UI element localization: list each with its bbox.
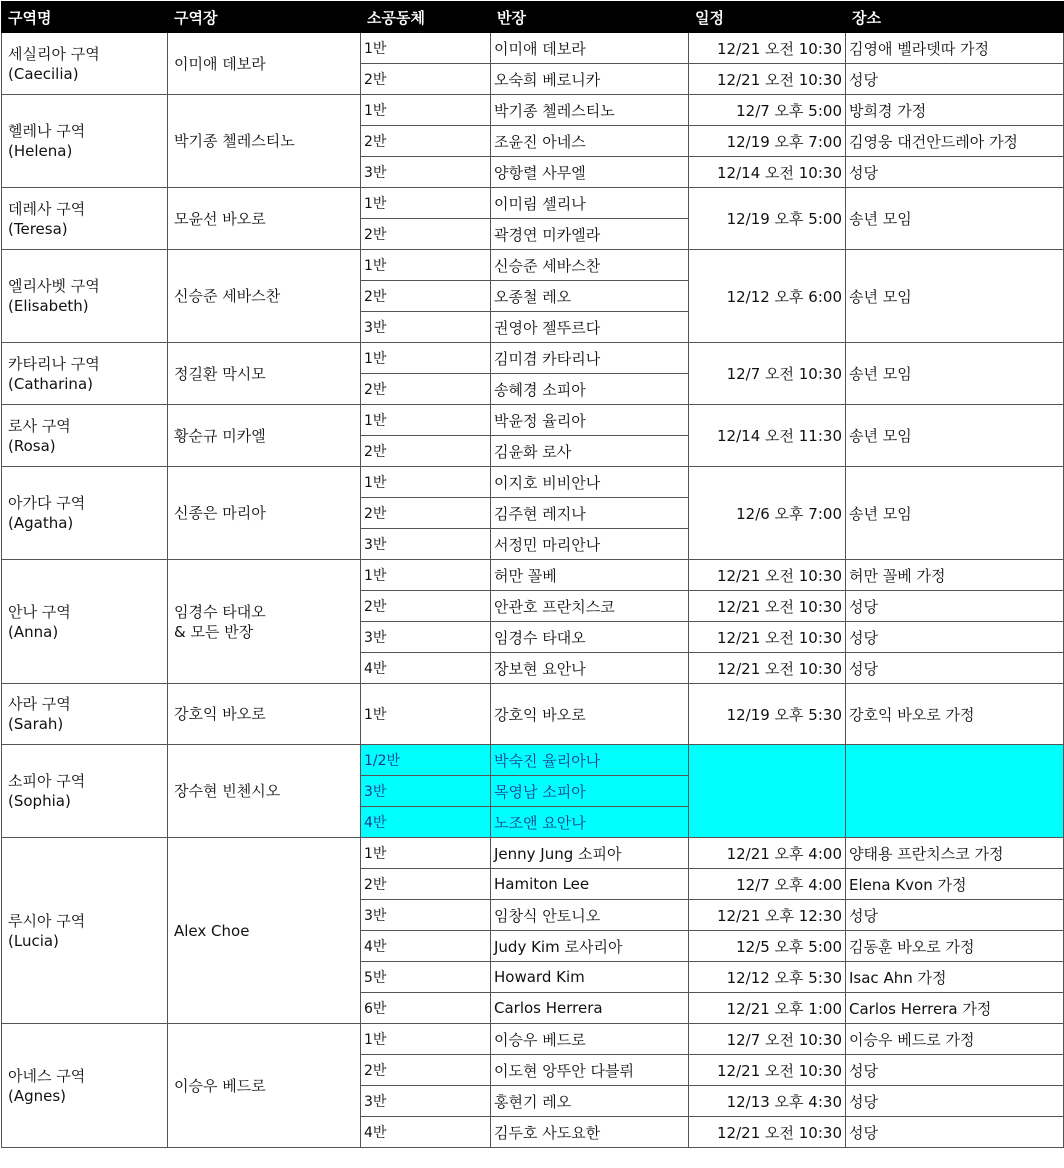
- district-leader-name: 임경수 타대오: [174, 602, 266, 621]
- group-leader: Howard Kim: [491, 962, 689, 993]
- place: 양태용 프란치스코 가정: [846, 838, 1064, 869]
- district-leader: [168, 188, 361, 250]
- schedule: 12/7 오전 10:30: [689, 343, 846, 405]
- district-korean-name: 아네스 구역: [8, 1066, 86, 1085]
- place: 허만 꼴베 가정: [846, 560, 1064, 591]
- schedule: 12/21 오전 10:30: [689, 64, 846, 95]
- group-leader: 이승우 베드로: [491, 1024, 689, 1055]
- schedule: 12/7 오전 10:30: [689, 1024, 846, 1055]
- district-korean-name: 안나 구역: [8, 602, 71, 621]
- group-leader: 권영아 젤뚜르다: [491, 312, 689, 343]
- group-leader: 양항렬 사무엘: [491, 157, 689, 188]
- table-row: [2, 405, 1064, 436]
- district-english-name: (Anna): [8, 622, 59, 641]
- district-korean-name: 카타리나 구역: [8, 354, 100, 373]
- header-group-leader: 반장: [491, 2, 689, 33]
- community-group: 4반: [361, 931, 491, 962]
- district-leader-name: 모윤선 바오로: [174, 209, 266, 228]
- table-row: [2, 33, 1064, 64]
- table-row: [2, 745, 1064, 776]
- community-group: 2반: [361, 219, 491, 250]
- district-english-name: (Caecilia): [8, 64, 79, 83]
- schedule: 12/21 오후 12:30: [689, 900, 846, 931]
- community-group: 1반: [361, 250, 491, 281]
- schedule: 12/19 오후 5:30: [689, 684, 846, 745]
- district-name: [2, 33, 168, 95]
- community-group: 2반: [361, 498, 491, 529]
- header-community: 소공동체: [361, 2, 491, 33]
- schedule: 12/21 오전 10:30: [689, 33, 846, 64]
- district-leader-name: Alex Choe: [174, 921, 250, 940]
- schedule: 12/12 오후 5:30: [689, 962, 846, 993]
- district-korean-name: 로사 구역: [8, 416, 71, 435]
- table-row: [2, 343, 1064, 374]
- place: 김영애 벨라뎃따 가정: [846, 33, 1064, 64]
- schedule: 12/21 오전 10:30: [689, 622, 846, 653]
- group-leader: 서정민 마리안나: [491, 529, 689, 560]
- group-leader: 박기종 첼레스티노: [491, 95, 689, 126]
- place: 김영웅 대건안드레아 가정: [846, 126, 1064, 157]
- community-group: 4반: [361, 1117, 491, 1148]
- district-english-name: (Catharina): [8, 374, 93, 393]
- place: 성당: [846, 1117, 1064, 1148]
- district-korean-name: 헬레나 구역: [8, 122, 86, 140]
- schedule: [689, 745, 846, 838]
- group-leader: 강호익 바오로: [491, 684, 689, 745]
- place: Isac Ahn 가정: [846, 962, 1064, 993]
- place: 방희경 가정: [846, 95, 1064, 126]
- group-leader: 오종철 레오: [491, 281, 689, 312]
- district-leader-name: 황순규 미카엘: [174, 426, 266, 445]
- table-row: [2, 188, 1064, 219]
- group-leader: 안관호 프란치스코: [491, 591, 689, 622]
- district-name: [2, 250, 168, 343]
- schedule: 12/21 오전 10:30: [689, 591, 846, 622]
- group-leader: 이미림 셀리나: [491, 188, 689, 219]
- district-name: [2, 684, 168, 745]
- table-row: [2, 684, 1064, 745]
- district-leader-name: 박기종 첼레스티노: [174, 132, 295, 150]
- district-leader-name: 신승준 세바스찬: [174, 287, 281, 305]
- community-group: 3반: [361, 157, 491, 188]
- district-name: [2, 343, 168, 405]
- group-leader: Jenny Jung 소피아: [491, 838, 689, 869]
- schedule: 12/21 오전 10:30: [689, 1117, 846, 1148]
- schedule: 12/21 오전 10:30: [689, 560, 846, 591]
- schedule: 12/19 오후 5:00: [689, 188, 846, 250]
- schedule: 12/14 오전 10:30: [689, 157, 846, 188]
- schedule: 12/7 오후 5:00: [689, 95, 846, 126]
- district-leader-name: 장수현 빈첸시오: [174, 782, 281, 800]
- schedule: 12/21 오후 1:00: [689, 993, 846, 1024]
- district-english-name: (Helena): [8, 142, 73, 160]
- header-district: 구역명: [2, 2, 168, 33]
- group-leader: 오숙희 베로니카: [491, 64, 689, 95]
- district-korean-name: 사라 구역: [8, 695, 71, 713]
- place: [846, 745, 1064, 838]
- place: 송년 모임: [846, 343, 1064, 405]
- group-leader: Hamiton Lee: [491, 869, 689, 900]
- place: 강호익 바오로 가정: [846, 684, 1064, 745]
- district-korean-name: 세실리아 구역: [8, 44, 100, 63]
- schedule: 12/21 오전 10:30: [689, 653, 846, 684]
- community-group: 2반: [361, 436, 491, 467]
- district-korean-name: 소피아 구역: [8, 772, 86, 790]
- community-group: 2반: [361, 1055, 491, 1086]
- district-english-name: (Teresa): [8, 219, 68, 238]
- district-korean-name: 엘리사벳 구역: [8, 277, 100, 295]
- schedule: 12/5 오후 5:00: [689, 931, 846, 962]
- district-leader: [168, 405, 361, 467]
- group-leader: 홍현기 레오: [491, 1086, 689, 1117]
- place: 성당: [846, 653, 1064, 684]
- district-leader-name: 신종은 마리아: [174, 504, 266, 522]
- district-leader-name: 정길환 막시모: [174, 364, 266, 383]
- place: Elena Kvon 가정: [846, 869, 1064, 900]
- schedule: 12/14 오전 11:30: [689, 405, 846, 467]
- community-group: 5반: [361, 962, 491, 993]
- community-group: 2반: [361, 126, 491, 157]
- district-leader: [168, 250, 361, 343]
- group-leader: 임창식 안토니오: [491, 900, 689, 931]
- district-korean-name: 아가다 구역: [8, 494, 86, 512]
- header-row: [2, 2, 1064, 33]
- table-row: [2, 250, 1064, 281]
- place: 성당: [846, 64, 1064, 95]
- schedule-table: [1, 1, 1064, 1148]
- community-group: 2반: [361, 374, 491, 405]
- district-leader: [168, 467, 361, 560]
- community-group: 1반: [361, 405, 491, 436]
- community-group: 1반: [361, 188, 491, 219]
- community-group: 4반: [361, 807, 491, 838]
- district-leader: [168, 1024, 361, 1148]
- place: 성당: [846, 900, 1064, 931]
- community-group: 2반: [361, 64, 491, 95]
- group-leader: 김미겸 카타리나: [491, 343, 689, 374]
- group-leader: 이미애 데보라: [491, 33, 689, 64]
- district-name: [2, 745, 168, 838]
- place: 성당: [846, 157, 1064, 188]
- group-leader: 노조앤 요안나: [491, 807, 689, 838]
- district-english-name: (Lucia): [8, 931, 59, 950]
- district-name: [2, 467, 168, 560]
- district-name: [2, 95, 168, 188]
- table-row: [2, 95, 1064, 126]
- group-leader: 조윤진 아네스: [491, 126, 689, 157]
- district-leader: [168, 745, 361, 838]
- place: 김동훈 바오로 가정: [846, 931, 1064, 962]
- district-english-name: (Sophia): [8, 792, 71, 810]
- group-leader: 박숙진 율리아나: [491, 745, 689, 776]
- district-english-name: (Sarah): [8, 715, 64, 733]
- table-row: [2, 1024, 1064, 1055]
- group-leader: 송혜경 소피아: [491, 374, 689, 405]
- community-group: 1반: [361, 560, 491, 591]
- district-leader: [168, 95, 361, 188]
- community-group: 1반: [361, 95, 491, 126]
- place: 성당: [846, 622, 1064, 653]
- community-group: 1/2반: [361, 745, 491, 776]
- district-name: [2, 188, 168, 250]
- group-leader: 김윤화 로사: [491, 436, 689, 467]
- place: Carlos Herrera 가정: [846, 993, 1064, 1024]
- community-group: 2반: [361, 591, 491, 622]
- header-place: 장소: [846, 2, 1064, 33]
- community-group: 3반: [361, 900, 491, 931]
- table-row: [2, 560, 1064, 591]
- district-name: [2, 405, 168, 467]
- place: 이승우 베드로 가정: [846, 1024, 1064, 1055]
- district-english-name: (Elisabeth): [8, 297, 89, 315]
- community-group: 3반: [361, 312, 491, 343]
- community-group: 1반: [361, 33, 491, 64]
- table-row: [2, 467, 1064, 498]
- district-english-name: (Agatha): [8, 514, 74, 532]
- community-group: 3반: [361, 776, 491, 807]
- district-leader-name: 이승우 베드로: [174, 1076, 266, 1095]
- group-leader: 장보현 요안나: [491, 653, 689, 684]
- district-leader: [168, 684, 361, 745]
- schedule: 12/6 오후 7:00: [689, 467, 846, 560]
- place: 성당: [846, 1086, 1064, 1117]
- group-leader: 곽경연 미카엘라: [491, 219, 689, 250]
- community-group: 3반: [361, 1086, 491, 1117]
- group-leader: 박윤정 율리아: [491, 405, 689, 436]
- place: 성당: [846, 591, 1064, 622]
- group-leader: 목영남 소피아: [491, 776, 689, 807]
- header-schedule: 일정: [689, 2, 846, 33]
- group-leader: Judy Kim 로사리아: [491, 931, 689, 962]
- header-district-leader: 구역장: [168, 2, 361, 33]
- table-row: [2, 838, 1064, 869]
- district-leader: [168, 343, 361, 405]
- group-leader: 신승준 세바스찬: [491, 250, 689, 281]
- schedule: 12/21 오전 10:30: [689, 1055, 846, 1086]
- schedule: 12/21 오후 4:00: [689, 838, 846, 869]
- place: 송년 모임: [846, 405, 1064, 467]
- community-group: 2반: [361, 281, 491, 312]
- schedule: 12/13 오후 4:30: [689, 1086, 846, 1117]
- place: 송년 모임: [846, 250, 1064, 343]
- district-leader: [168, 560, 361, 684]
- district-leader: [168, 33, 361, 95]
- district-leader-name: 이미애 데보라: [174, 54, 266, 73]
- community-group: 1반: [361, 838, 491, 869]
- group-leader: 이지호 비비안나: [491, 467, 689, 498]
- district-english-name: (Agnes): [8, 1086, 67, 1105]
- group-leader: Carlos Herrera: [491, 993, 689, 1024]
- district-name: [2, 560, 168, 684]
- community-group: 1반: [361, 343, 491, 374]
- district-name: [2, 1024, 168, 1148]
- place: 송년 모임: [846, 188, 1064, 250]
- community-group: 2반: [361, 869, 491, 900]
- community-group: 1반: [361, 467, 491, 498]
- schedule: 12/19 오후 7:00: [689, 126, 846, 157]
- schedule: 12/7 오후 4:00: [689, 869, 846, 900]
- district-leader-name: & 모든 반장: [174, 622, 254, 641]
- community-group: 1반: [361, 1024, 491, 1055]
- community-group: 3반: [361, 529, 491, 560]
- place: 성당: [846, 1055, 1064, 1086]
- district-name: [2, 838, 168, 1024]
- community-group: 1반: [361, 684, 491, 745]
- group-leader: 이도현 앙뚜안 다블뤼: [491, 1055, 689, 1086]
- community-group: 4반: [361, 653, 491, 684]
- district-leader-name: 강호익 바오로: [174, 705, 266, 723]
- district-english-name: (Rosa): [8, 436, 56, 455]
- group-leader: 허만 꼴베: [491, 560, 689, 591]
- community-group: 6반: [361, 993, 491, 1024]
- district-leader: [168, 838, 361, 1024]
- group-leader: 김주현 레지나: [491, 498, 689, 529]
- group-leader: 김두호 사도요한: [491, 1117, 689, 1148]
- community-group: 3반: [361, 622, 491, 653]
- group-leader: 임경수 타대오: [491, 622, 689, 653]
- district-korean-name: 데레사 구역: [8, 199, 86, 218]
- schedule: 12/12 오후 6:00: [689, 250, 846, 343]
- place: 송년 모임: [846, 467, 1064, 560]
- district-korean-name: 루시아 구역: [8, 911, 86, 930]
